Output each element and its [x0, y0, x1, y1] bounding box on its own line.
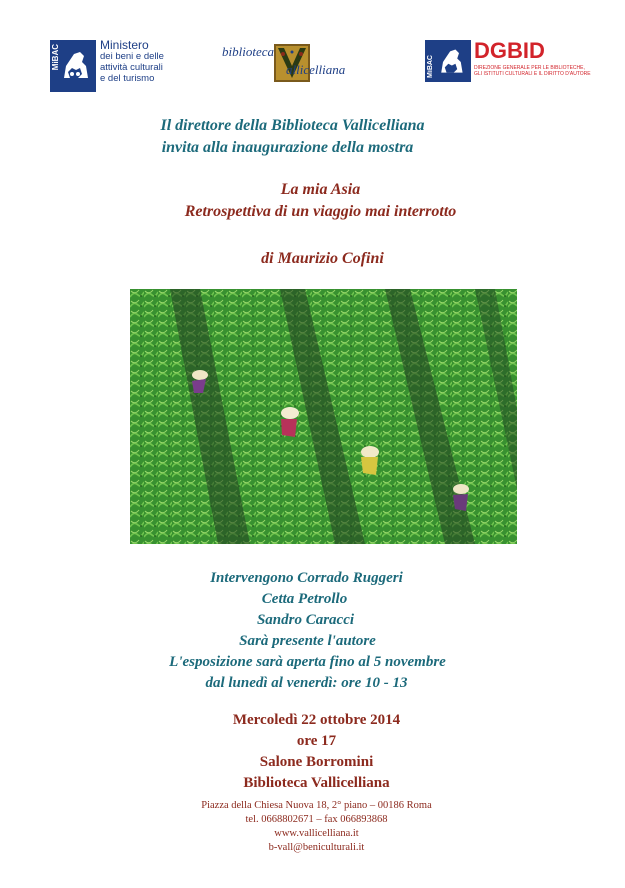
dgbid-emblem — [425, 40, 471, 82]
contact-email[interactable]: b-vall@beniculturali.it — [268, 842, 365, 853]
vallicelliana-logo-line-2: allicelliana — [286, 62, 346, 77]
speakers-line-6: dal lunedì al venerdì: ore 10 - 13 — [205, 675, 408, 691]
contact-phone: tel. 0668802671 – fax 066893868 — [245, 814, 388, 825]
dgbid-logo — [425, 40, 595, 88]
vallicelliana-logo — [222, 44, 392, 86]
speakers-line-1: Intervengono Corrado Ruggeri — [210, 570, 403, 586]
event-date: Mercoledì 22 ottobre 2014 — [232, 712, 401, 728]
worker-figure — [361, 446, 379, 475]
mibac-line-1: Ministero — [100, 38, 149, 52]
speakers-line-3: Sandro Caracci — [256, 612, 355, 628]
rice-field-photo — [130, 289, 517, 544]
mibac-logo — [50, 40, 180, 100]
event-venue: Biblioteca Vallicelliana — [243, 775, 390, 791]
wolf-statue-icon — [60, 48, 90, 84]
speakers-line-4: Sarà presente l'autore — [239, 633, 376, 649]
speakers-line-2: Cetta Petrollo — [261, 591, 348, 607]
invitation-line-2: invita alla inaugurazione della mostra — [161, 139, 414, 156]
mibac-line-3: attività culturali — [100, 62, 163, 73]
dgbid-title: DGBID — [474, 38, 545, 63]
event-time: ore 17 — [296, 733, 337, 749]
invitation-line-1: Il direttore della Biblioteca Vallicelliana — [160, 117, 425, 134]
vallicelliana-logo-line-1: biblioteca — [222, 44, 274, 59]
contact-address: Piazza della Chiesa Nuova 18, 2° piano – 00186 Roma — [201, 800, 432, 811]
contact-website[interactable]: www.vallicelliana.it — [274, 828, 359, 839]
exhibition-title: La mia Asia — [280, 181, 361, 198]
exhibition-author: di Maurizio Cofini — [261, 250, 384, 267]
exhibition-subtitle: Retrospettiva di un viaggio mai interrotto — [184, 203, 457, 220]
mibac-line-4: e del turismo — [100, 73, 155, 84]
dgbid-subtitle-line-1: DIREZIONE GENERALE PER LE BIBLIOTECHE, — [474, 65, 585, 71]
dgbid-vertical-mark: MiBAC — [427, 55, 434, 78]
speakers-line-5: L'esposizione sarà aperta fino al 5 novembre — [169, 654, 446, 670]
dgbid-subtitle-line-2: GLI ISTITUTI CULTURALI E IL DIRITTO D'AUTORE — [474, 71, 591, 77]
event-hall: Salone Borromini — [259, 754, 374, 770]
mibac-emblem — [50, 40, 96, 92]
wolf-statue-icon — [437, 46, 465, 78]
mibac-line-2: dei beni e delle — [100, 51, 164, 62]
mibac-vertical-mark: MiBAC — [51, 44, 60, 71]
